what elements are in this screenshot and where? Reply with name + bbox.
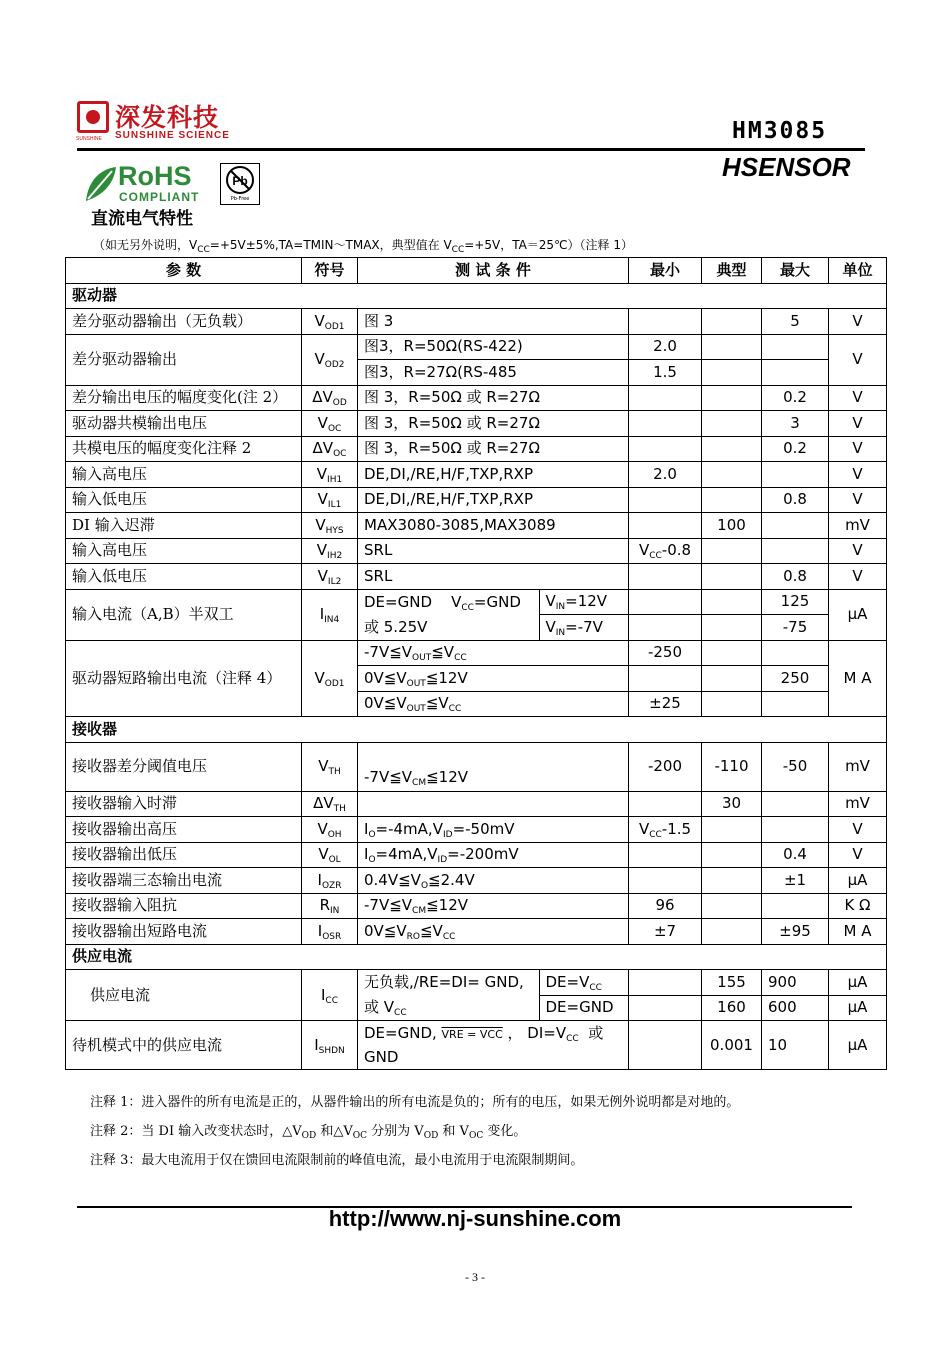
header-divider <box>77 148 865 151</box>
note-2: 注释 2：当 DI 输入改变状态时，$\triangle V_{OD}$ 和$\triangle V_{OC}$ 分别为 $V_{OD}$ 和 $V_{OC}$ 变化。 <box>90 1124 527 1141</box>
dc-characteristics-table <box>65 257 887 1070</box>
website-link[interactable]: http://www.nj-sunshine.com <box>328 1206 622 1231</box>
table-row: -75 <box>66 615 887 641</box>
header-condition: 测 试 条 件 <box>358 258 629 284</box>
table-header-row <box>66 258 887 284</box>
pb-symbol: Pb <box>232 174 248 188</box>
group-label: 接收器 <box>66 717 887 743</box>
table-row: 供应电流 $I_{CC}$ 无负载,/RE=DI= GND, $DE=V_{CC}$ 或 $V_{CC}$ DE=GND 155 900 μA <box>66 970 887 996</box>
table-row: 图3，R=27Ω(RS-485 1.5 <box>66 360 887 386</box>
test-conditions: （如无另外说明，$V_{CC}=+5V\pm 5\%,TA=TMIN\sim TMAX$，典型值在 $V_{CC}=+5V$，TA＝25℃）（注释 1） <box>93 238 633 255</box>
table-row: $0V≦V_{OUT}≦V_{CC}$ ±25 <box>66 691 887 717</box>
group-row-driver <box>66 283 887 309</box>
note-1: 注释 1：进入器件的所有电流是正的，从器件输出的所有电流是负的；所有的电压，如果无例外说明都是对地的。 <box>90 1095 740 1110</box>
table-row: 输入低电压 $V_{IL1}$ DE,DI,/RE,H/F,TXP,RXP 0.8 V <box>66 487 887 513</box>
table-row: $0V≦V_{OUT}≦12V$ 250 <box>66 666 887 692</box>
group-label: 驱动器 <box>66 283 887 309</box>
rohs-compliant: COMPLIANT <box>119 190 200 204</box>
table-row: DI 输入迟滞 $V_{HYS}$ MAX3080-3085,MAX3089 100 mV <box>66 513 887 539</box>
table-row: 160 600 μA <box>66 995 887 1021</box>
page-number: - 3 - <box>465 1270 485 1284</box>
group-label: 供应电流 <box>66 944 887 970</box>
company-logo-icon <box>77 101 109 133</box>
header-min: 最小 <box>629 258 702 284</box>
notes <box>90 1088 739 1175</box>
table-row: 待机模式中的供应电流 $I_{SHDN}$ DE=GND, VRE = VCC ， $DI=V_{CC}$ 或 GND 0.001 10 μA <box>66 1021 887 1070</box>
table-row: 接收器差分阈值电压 $V_{TH}$ $-7V≦V_{CM}≦12V$ -200 -110 -50 mV <box>66 742 887 791</box>
table-row: 接收器端三态输出电流 $I_{OZR}$ $0.4V≦V_O≦2.4V$ ±1 μA <box>66 868 887 894</box>
table-row: 驱动器共模输出电压 $V_{OC}$ 图 3，R=50Ω 或 R=27Ω 3 V <box>66 411 887 437</box>
table-row: 差分输出电压的幅度变化(注 2） $\Delta V_{OD}$ 图 3，R=50Ω 或 R=27Ω 0.2 V <box>66 385 887 411</box>
table-row: 驱动器短路输出电流（注释 4） $V_{OD1}$ $-7V≦V_{OUT}≦V_{CC}$ -250 M A <box>66 640 887 666</box>
rohs-title: RoHS <box>118 161 192 191</box>
group-row-supply <box>66 944 887 970</box>
table-row: 接收器输入阻抗 $R_{IN}$ $-7V≦V_{CM}≦12V$ 96 K Ω <box>66 893 887 919</box>
table-row: 差分驱动器输出（无负载） $V_{OD1}$ 图 3 5 V <box>66 309 887 335</box>
input-current-conditions: DE=GND $V_{CC}=GND$ $V_{IN}=12V$ 或 5.25V $V_{IN}=-7V$ <box>358 590 628 640</box>
section-title: 直流电气特性 <box>91 209 193 229</box>
company-name-cn: 深发科技 <box>115 103 220 132</box>
table-row: 接收器输出高压 $V_{OH}$ $I_O=-4mA,V_{ID}=-50mV$ $V_{CC}-1.5$ V <box>66 817 887 843</box>
table-row: 接收器输出低压 $V_{OL}$ $I_O=4mA,V_{ID}=-200mV$ 0.4 V <box>66 842 887 868</box>
group-row-receiver <box>66 717 887 743</box>
table-row: 接收器输出短路电流 $I_{OSR}$ $0V≦V_{RO}≦V_{CC}$ ±7 ±95 M A <box>66 919 887 945</box>
table-row: 输入电流（A,B）半双工 $I_{IN4}$ DE=GND $V_{CC}=GND$ $V_{IN}=12V$ 或 5.25V $V_{IN}=-7V$ 125 μA <box>66 589 887 615</box>
header-max: 最大 <box>762 258 829 284</box>
header-param: 参 数 <box>66 258 302 284</box>
pb-free-label: Pb-Free <box>230 196 250 202</box>
table-row: 接收器输入时滞 $\Delta V_{TH}$ 30 mV <box>66 791 887 817</box>
header-typ: 典型 <box>702 258 762 284</box>
company-name-en: SUNSHINE SCIENCE <box>115 130 230 141</box>
table-row: 差分驱动器输出 $V_{OD2}$ 图3，R=50Ω(RS-422) 2.0 V <box>66 334 887 360</box>
model-number: HM3085 <box>732 118 828 144</box>
table-row: 输入高电压 $V_{IH2}$ SRL $V_{CC}-0.8$ V <box>66 538 887 564</box>
brand-logo: HSENSOR <box>722 152 851 182</box>
supply-current-conditions: 无负载,/RE=DI= GND, $DE=V_{CC}$ 或 $V_{CC}$ DE=GND <box>358 970 628 1020</box>
note-3: 注释 3：最大电流用于仅在馈回电流限制前的峰值电流，最小电流用于电流限制期间。 <box>90 1153 584 1168</box>
company-name-small: SUNSHINE <box>76 136 102 142</box>
table-row: 输入高电压 $V_{IH1}$ DE,DI,/RE,H/F,TXP,RXP 2.0 V <box>66 462 887 488</box>
table-row: 共模电压的幅度变化注释 2 $\Delta V_{OC}$ 图 3，R=50Ω 或 R=27Ω 0.2 V <box>66 436 887 462</box>
header-unit: 单位 <box>829 258 887 284</box>
header-symbol: 符号 <box>302 258 358 284</box>
table-row: 输入低电压 $V_{IL2}$ SRL 0.8 V <box>66 564 887 590</box>
